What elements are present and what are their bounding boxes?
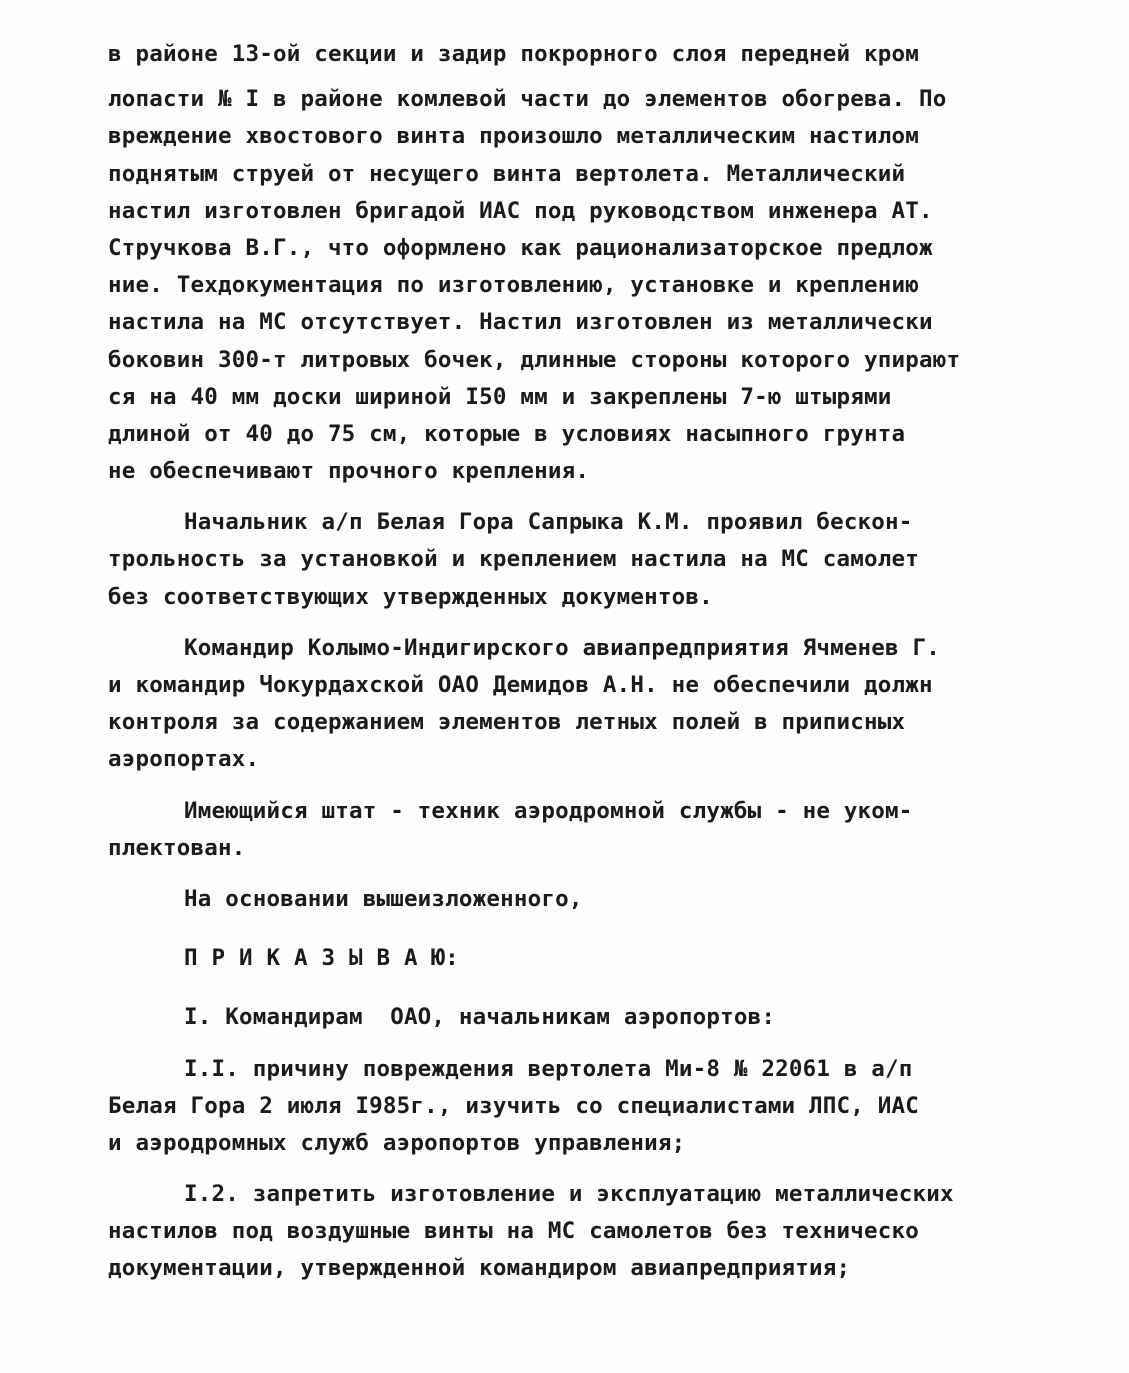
text-line: I. Командирам ОАО, начальникам аэропортов: bbox=[184, 1004, 776, 1031]
text-line: аэропортах. bbox=[108, 746, 260, 773]
paragraph-damage-description bbox=[108, 36, 1068, 490]
text-line: документации, утвержденной командиром авиапредприятия; bbox=[108, 1255, 851, 1282]
order-item-1-1 bbox=[108, 1051, 1068, 1163]
paragraph-airport-chief bbox=[108, 504, 1068, 616]
text-line: и командир Чокурдахской ОАО Демидов А.Н. не обеспечили должн bbox=[108, 672, 933, 698]
text-line: лопасти № I в районе комлевой части до элементов обогрева. По bbox=[108, 86, 947, 113]
text-line: Белая Гора 2 июля I985г., изучить со специалистами ЛПС, ИАС bbox=[108, 1092, 920, 1119]
text-line: На основании вышеизложенного, bbox=[184, 885, 583, 912]
text-line: боковин 300-т литровых бочек, длинные стороны которого упирают bbox=[108, 346, 961, 373]
text-line: I.2. запретить изготовление и эксплуатацию металлических bbox=[184, 1181, 954, 1208]
order-item-1-2 bbox=[108, 1176, 1068, 1288]
text-line: и аэродромных служб аэропортов управления; bbox=[108, 1129, 686, 1156]
text-line: настил изготовлен бригадой ИАС под руководством инженера АТ. bbox=[108, 197, 933, 224]
text-line: не обеспечивают прочного крепления. bbox=[108, 458, 590, 485]
document-body bbox=[108, 36, 1068, 1288]
text-line: вреждение хвостового винта произошло металлическим настилом bbox=[108, 123, 920, 150]
text-line: в районе 13-ой секции и задир покрорного слоя передней кром bbox=[108, 41, 920, 67]
text-line: настила на МС отсутствует. Настил изготовлен из металлически bbox=[108, 309, 933, 336]
text-line: Начальник а/п Белая Гора Сапрыка К.М. проявил бескон- bbox=[184, 509, 913, 536]
text-line: контроля за содержанием элементов летных полей в приписных bbox=[108, 709, 906, 736]
text-line: ние. Техдокументация по изготовлению, установке и креплению bbox=[108, 272, 920, 299]
text-line: трольность за установкой и креплением настила на МС самолет bbox=[108, 546, 920, 573]
text-line: поднятым струей от несущего винта вертолета. Металлический bbox=[108, 160, 906, 187]
text-line: настилов под воздушные винты на МС самолетов без техническо bbox=[108, 1218, 920, 1245]
order-item-1 bbox=[108, 999, 1068, 1036]
text-line: Командир Колымо-Индигирского авиапредприятия Ячменев Г. bbox=[184, 634, 941, 661]
order-heading bbox=[108, 940, 1068, 977]
text-line: длиной от 40 до 75 см, которые в условиях насыпного грунта bbox=[108, 420, 906, 447]
paragraph-basis bbox=[108, 881, 1068, 918]
text-line: Стручкова В.Г., что оформлено как рационализаторское предлож bbox=[108, 234, 933, 261]
text-line: плектован. bbox=[108, 834, 246, 861]
paragraph-staff bbox=[108, 793, 1068, 867]
text-line: Имеющийся штат - техник аэродромной службы - не уком- bbox=[184, 797, 913, 824]
text-line: без соответствующих утвержденных документов. bbox=[108, 583, 713, 610]
text-line: ся на 40 мм доски шириной I50 мм и закреплены 7-ю штырями bbox=[108, 383, 892, 410]
text-line: П Р И К А З Ы В А Ю: bbox=[184, 945, 459, 972]
text-line: I.I. причину повреждения вертолета Ми-8 № 22061 в а/п bbox=[184, 1055, 913, 1082]
paragraph-commanders bbox=[108, 630, 1068, 779]
